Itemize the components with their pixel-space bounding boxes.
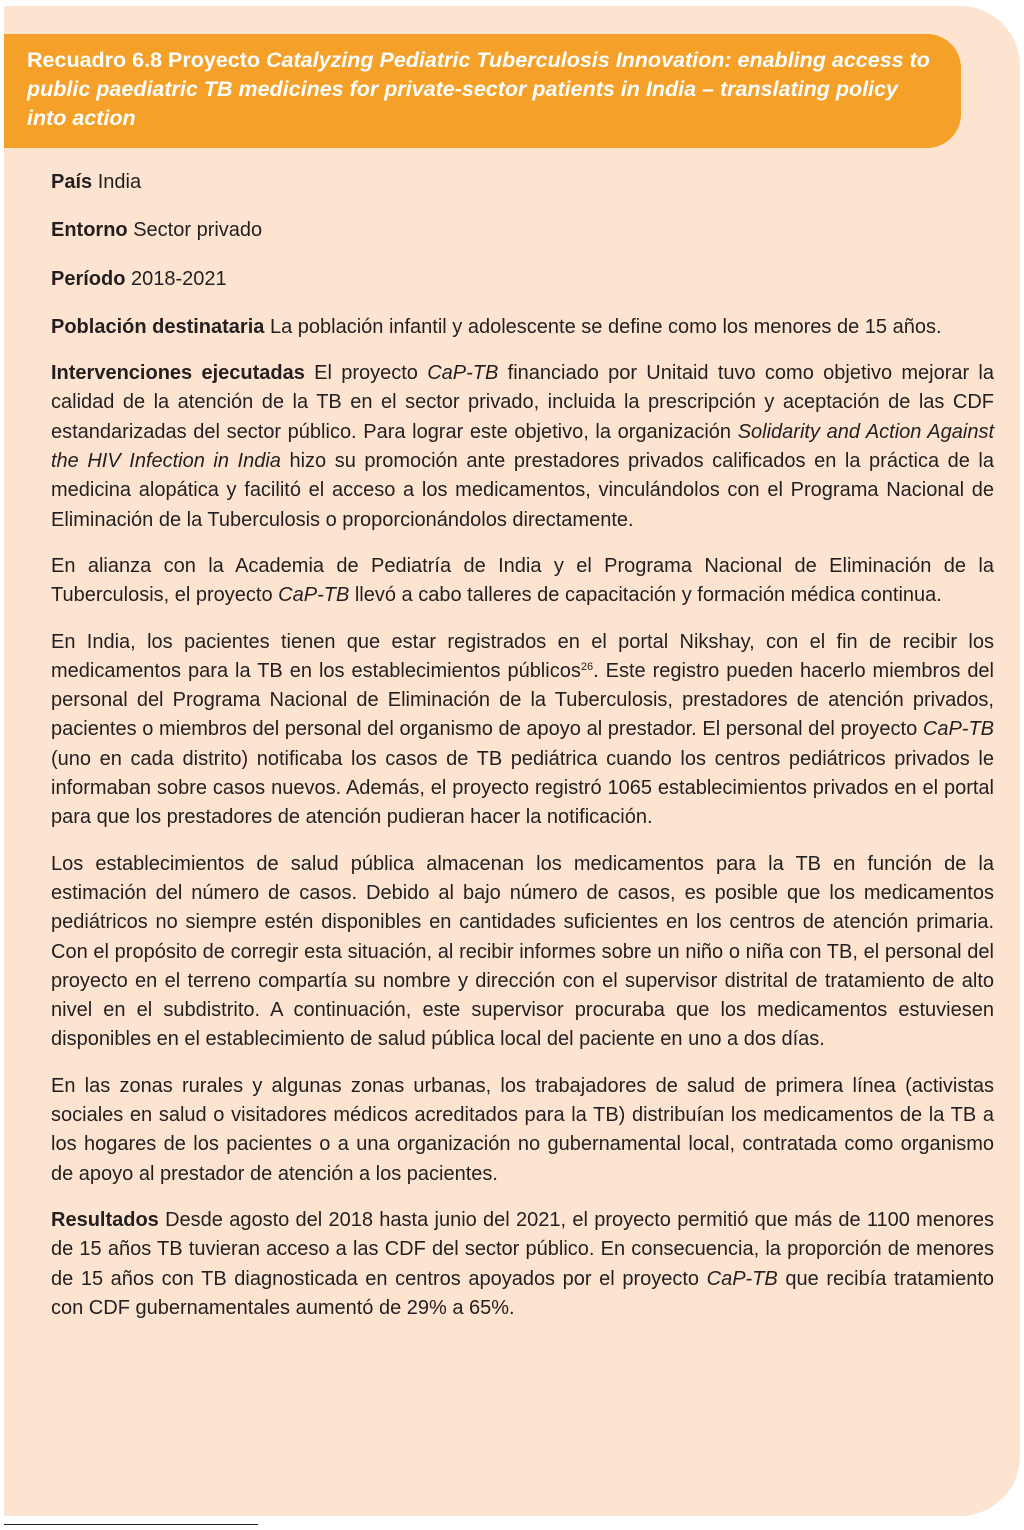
- text-span: (uno en cada distrito) notificaba los casos de TB pediátrica cuando los centros pediátricos privados le informaban sobre casos nuevos. Además, el proyecto registró 1065 establecimientos privados en el portal para que los prestadores de atención pudieran hacer la notificación.: [51, 747, 994, 829]
- text-span: . Este registro pueden hacerlo miembros del personal del Programa Nacional de Eliminación de la Tuberculosis, prestadores de atención privados, pacientes o miembros del personal del organismo de apoyo al prestador. El personal del proyecto: [51, 659, 995, 741]
- project-name: CaP-TB: [427, 362, 499, 385]
- setting-value: Sector privado: [133, 219, 263, 242]
- footnote-reference[interactable]: 26: [580, 660, 594, 673]
- project-name: CaP-TB: [278, 584, 350, 607]
- interventions-paragraph-5: En las zonas rurales y algunas zonas urbanas, los trabajadores de salud de primera línea (activistas sociales en salud o visitadores médicos acreditados para la TB) distribuían los medicamentos de la TB a los hogares de los pacientes o a una organización no gubernamental local, contratada como organismo de apoyo al prestador de atención a los pacientes.: [51, 1074, 994, 1185]
- interventions-paragraph-2: [51, 552, 994, 611]
- population-value: La población infantil y adolescente se define como los menores de 15 años.: [269, 315, 942, 338]
- population-label: Población destinataria: [51, 315, 265, 338]
- population-paragraph: [51, 313, 994, 342]
- results-label: Resultados: [51, 1208, 159, 1231]
- organization-name: Solidarity and Action Against the HIV Infection in India: [51, 420, 995, 473]
- box-title-prefix: Proyecto: [168, 48, 261, 72]
- country-value: India: [97, 171, 142, 193]
- box-title: Catalyzing Pediatric Tuberculosis Innovation: enabling access to public paediatric TB medicines for private-sector patients in India – translating policy into action: [27, 48, 930, 130]
- text-span: El proyecto: [314, 362, 418, 385]
- country-label: País: [51, 171, 93, 193]
- interventions-label: Intervenciones ejecutadas: [51, 362, 305, 385]
- interventions-paragraph-3: [51, 628, 994, 833]
- setting-label: Entorno: [51, 219, 128, 242]
- box-header: [4, 34, 961, 148]
- period-line: [51, 265, 994, 294]
- text-span: financiado por Unitaid tuvo como objetivo mejorar la calidad de la atención de la TB en el sector privado, incluida la prescripción y aceptación de las CDF estandarizadas del sector público. Para lograr este objetivo, la organización: [51, 362, 994, 443]
- footnote-divider: [4, 1524, 258, 1525]
- project-name: CaP-TB: [706, 1267, 778, 1290]
- text-span: En India, los pacientes tienen que estar registrados en el portal Nikshay, con el fin de recibir los medicamentos para la TB en los establecimientos públicos: [51, 630, 994, 682]
- setting-line: [51, 216, 994, 245]
- period-label: Período: [51, 267, 126, 290]
- period-value: 2018-2021: [131, 267, 227, 290]
- interventions-paragraph-1: [51, 359, 994, 535]
- text-span: hizo su promoción ante prestadores privados calificados en la práctica de la medicina alopática y facilitó el acceso a los medicamentos, vinculándolos con el Programa Nacional de Eliminación de la Tuberculosis o proporcionándolos directamente.: [51, 450, 994, 531]
- interventions-paragraph-4: Los establecimientos de salud pública almacenan los medicamentos para la TB en función de la estimación del número de casos. Debido al bajo número de casos, es posible que los medicamentos pediátricos no siempre estén disponibles en cantidades suficientes en los centros de atención primaria. Con el propósito de corregir esta situación, al recibir informes sobre un niño o niña con TB, el personal del proyecto en el terreno compartía su nombre y dirección con el supervisor distrital de tratamiento de alto nivel en el subdistrito. A continuación, este supervisor procuraba que los medicamentos estuviesen disponibles en el establecimiento de salud pública local del paciente en uno a dos días.: [51, 852, 994, 1051]
- text-span: Desde agosto del 2018 hasta junio del 2021, el proyecto permitió que más de 1100 menores de 15 años TB tuvieran acceso a las CDF del sector público. En consecuencia, la proporción de menores de 15 años con TB diagnosticada en centros apoyados por el proyecto: [51, 1208, 994, 1290]
- country-line: [51, 168, 994, 197]
- text-span: llevó a cabo talleres de capacitación y formación médica continua.: [354, 584, 942, 607]
- text-span: que recibía tratamiento con CDF gubernamentales aumentó de 29% a 65%.: [51, 1267, 995, 1319]
- results-paragraph: [51, 1206, 994, 1323]
- box-label: Recuadro 6.8: [27, 48, 163, 72]
- box-content: [51, 168, 994, 1340]
- project-name: CaP-TB: [922, 718, 995, 741]
- text-span: En alianza con la Academia de Pediatría de India y el Programa Nacional de Eliminación de la Tuberculosis, el proyecto: [51, 554, 994, 607]
